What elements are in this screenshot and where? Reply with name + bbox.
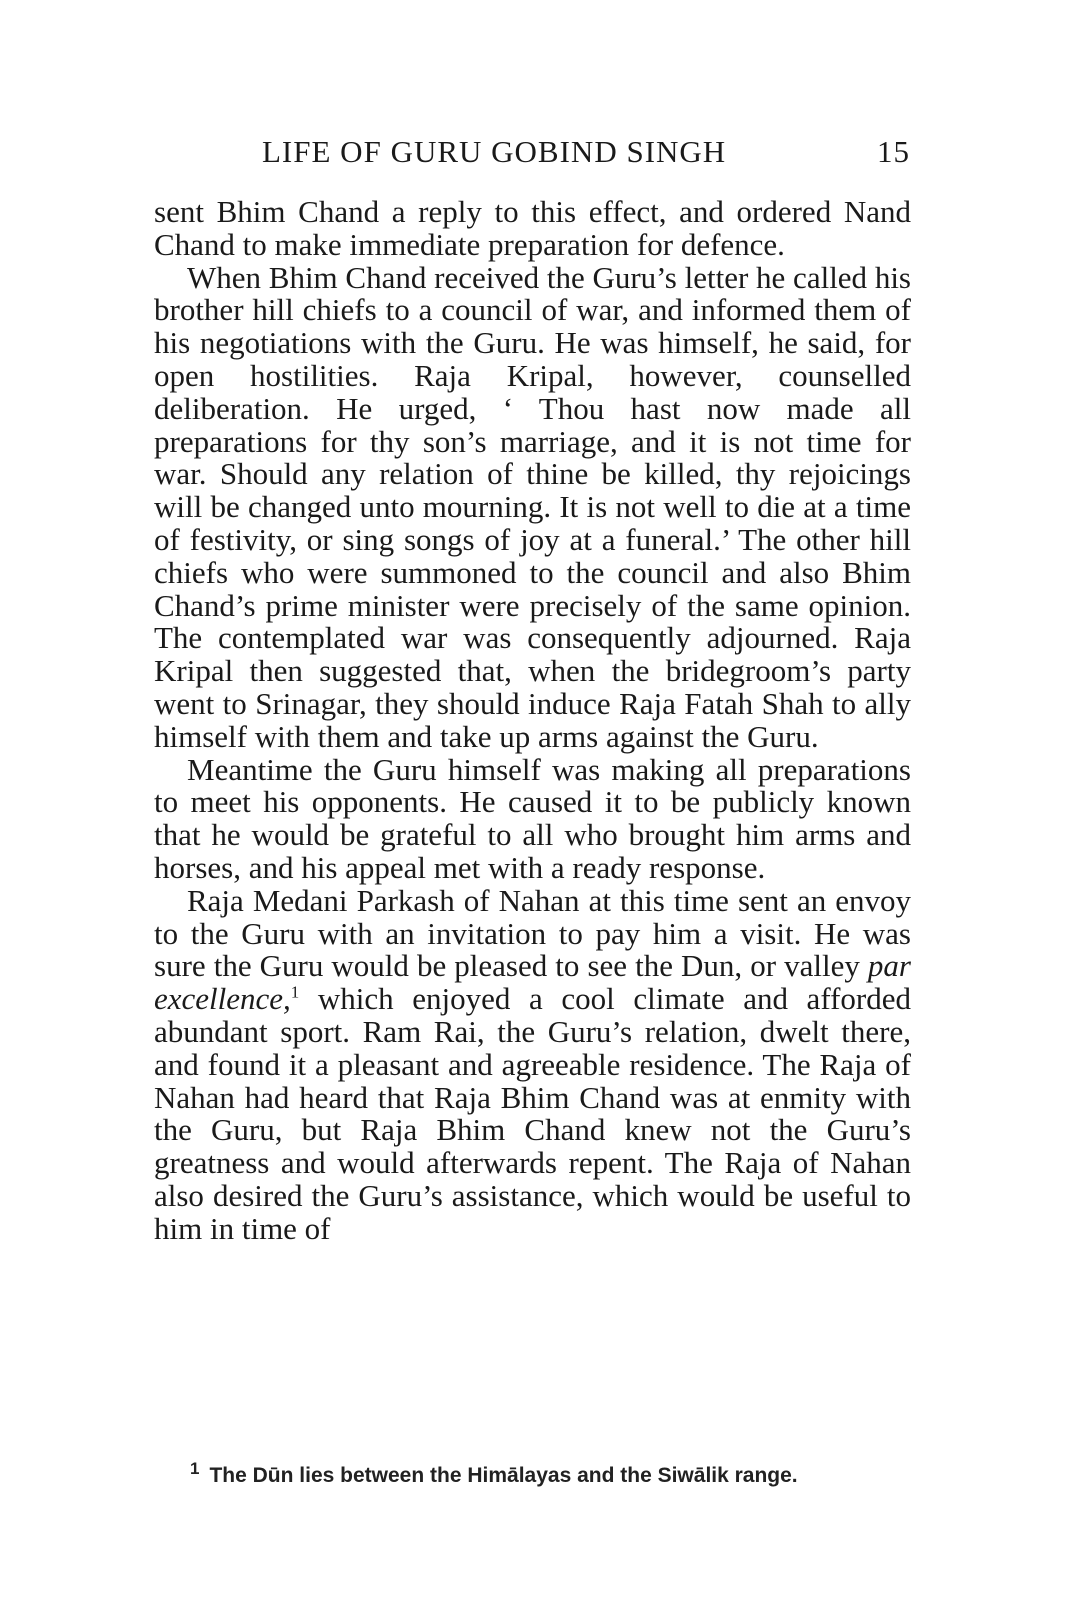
footnote-marker: 1 <box>190 1459 200 1478</box>
footnote-reference: 1 <box>290 982 300 1002</box>
page-number: 15 <box>877 134 910 169</box>
footnote <box>190 1459 910 1489</box>
running-title: LIFE OF GURU GOBIND SINGH <box>262 134 727 169</box>
paragraph-4 <box>154 882 911 1246</box>
paragraph-4-text-start: Raja Medani Parkash of Nahan at this time sent an envoy to the Guru with an invitation to pay him a visit. He was sure the Guru would be pleased to see the Dun, or valley <box>154 882 911 984</box>
body-text <box>154 196 911 1246</box>
paragraph-4-text-end: which enjoyed a cool climate and afforded abundant sport. Ram Rai, the Guru’s relation, dwelt there, and found it a pleasant and agreeable residence. The Raja of Nahan had heard that Raja Bhim Chand was at enmity with the Guru, but Raja Bhim Chand knew not the Guru’s greatness and would afterwards repent. The Raja of Nahan also desired the Guru’s assistance, which would be useful to him in time of <box>154 981 911 1246</box>
footnote-text: The Dūn lies between the Himālayas and the Siwālik range. <box>209 1464 798 1487</box>
paragraph-3: Meantime the Guru himself was making all preparations to meet his opponents. He caused it to be publicly known that he would be grateful to all who brought him arms and horses, and his appeal met with a ready response. <box>154 751 911 885</box>
italic-phrase: par excellence, <box>154 948 911 1017</box>
running-head <box>262 134 910 174</box>
paragraph-1: sent Bhim Chand a reply to this effect, and ordered Nand Chand to make immediate preparation for defence. <box>154 194 911 262</box>
paragraph-2: When Bhim Chand received the Guru’s letter he called his brother hill chiefs to a council of war, and informed them of his negotiations with the Guru. He was himself, he said, for open hostilities. Raja Kripal, however, counselled deliberation. He urged, ‘ Thou hast now made all preparations for thy son’s marriage, and it is not time for war. Should any relation of thine be killed, thy rejoicings will be changed unto mourning. It is not well to die at a time of festivity, or sing songs of joy at a funeral.’ The other hill chiefs who were summoned to the council and also Bhim Chand’s prime minister were precisely of the same opinion. The contemplated war was consequently adjourned. Raja Kripal then suggested that, when the bridegroom’s party went to Srinagar, they should induce Raja Fatah Shah to ally himself with them and take up arms against the Guru. <box>154 259 911 754</box>
